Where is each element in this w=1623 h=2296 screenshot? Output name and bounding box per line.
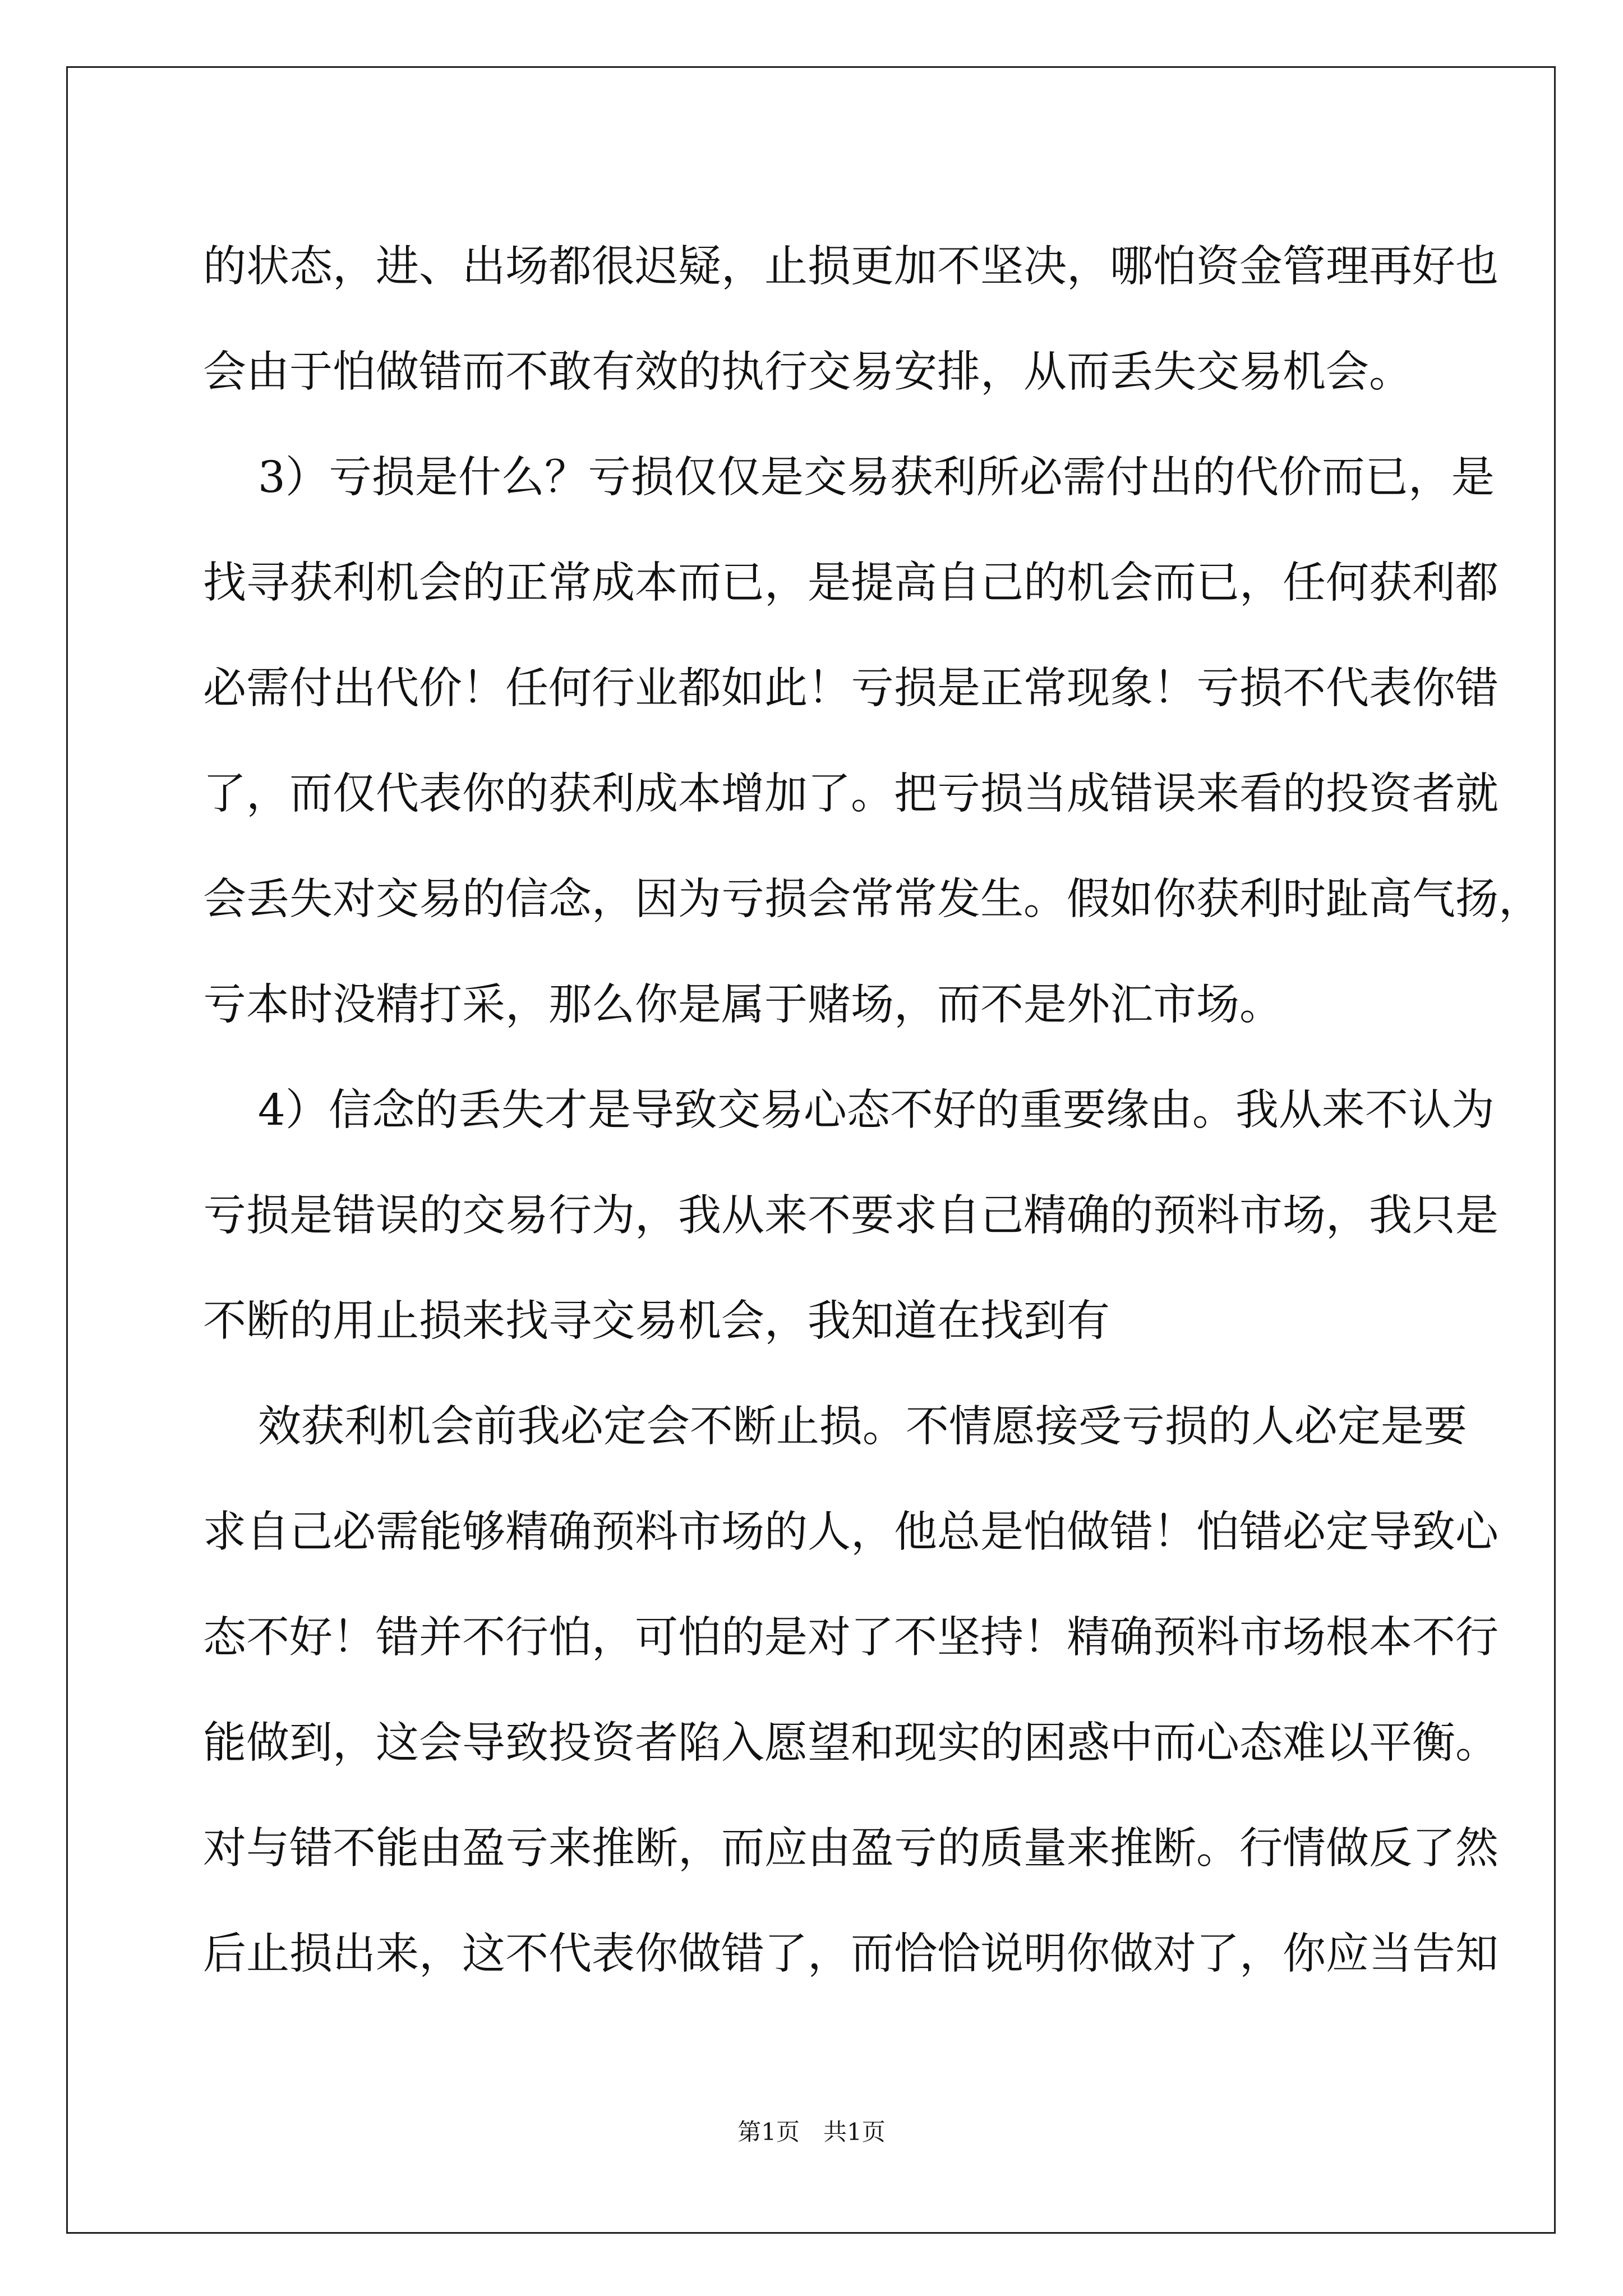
text-line: 亏损是错误的交易行为，我从来不要求自己精确的预料市场，我只是 [203, 1191, 1498, 1241]
document-body [203, 214, 1542, 2007]
text-line: 会由于怕做错而不敢有效的执行交易安排，从而丢失交易机会。 [203, 347, 1412, 397]
page-footer: 第1页 共1页 [737, 2118, 886, 2146]
text-line: 不断的用止损来找寻交易机会，我知道在找到有 [203, 1296, 1110, 1346]
text-line: 会丢失对交易的信念，因为亏损会常常发生。假如你获利时趾高气扬， [203, 875, 1542, 924]
text-line: 找寻获利机会的正常成本而已，是提高自己的机会而已，任何获利都 [203, 558, 1498, 608]
text-line: 求自己必需能够精确预料市场的人，他总是怕做错！怕错必定导致心 [203, 1507, 1498, 1557]
text-line: 效获利机会前我必定会不断止损。不情愿接受亏损的人必定是要 [203, 1402, 1467, 1452]
text-line: 4）信念的丢失才是导致交易心态不好的重要缘由。我从来不认为 [203, 1085, 1495, 1135]
text-line: 的状态，进、出场都很迟疑，止损更加不坚决，哪怕资金管理再好也 [203, 242, 1498, 292]
text-line: 能做到，这会导致投资者陷入愿望和现实的困惑中而心态难以平衡。 [203, 1718, 1498, 1768]
text-line: 后止损出来，这不代表你做错了，而恰恰说明你做对了，你应当告知 [203, 1929, 1498, 1979]
text-line: 了，而仅代表你的获利成本增加了。把亏损当成错误来看的投资者就 [203, 769, 1498, 819]
text-line: 必需付出代价！任何行业都如此！亏损是正常现象！亏损不代表你错 [203, 664, 1498, 714]
text-line: 态不好！错并不行怕，可怕的是对了不坚持！精确预料市场根本不行 [203, 1613, 1498, 1663]
text-line: 亏本时没精打采，那么你是属于赌场，而不是外汇市场。 [203, 980, 1283, 1030]
text-line: 对与错不能由盈亏来推断，而应由盈亏的质量来推断。行情做反了然 [203, 1824, 1498, 1874]
text-line: 3）亏损是什么？亏损仅仅是交易获利所必需付出的代价而已，是 [203, 453, 1495, 503]
